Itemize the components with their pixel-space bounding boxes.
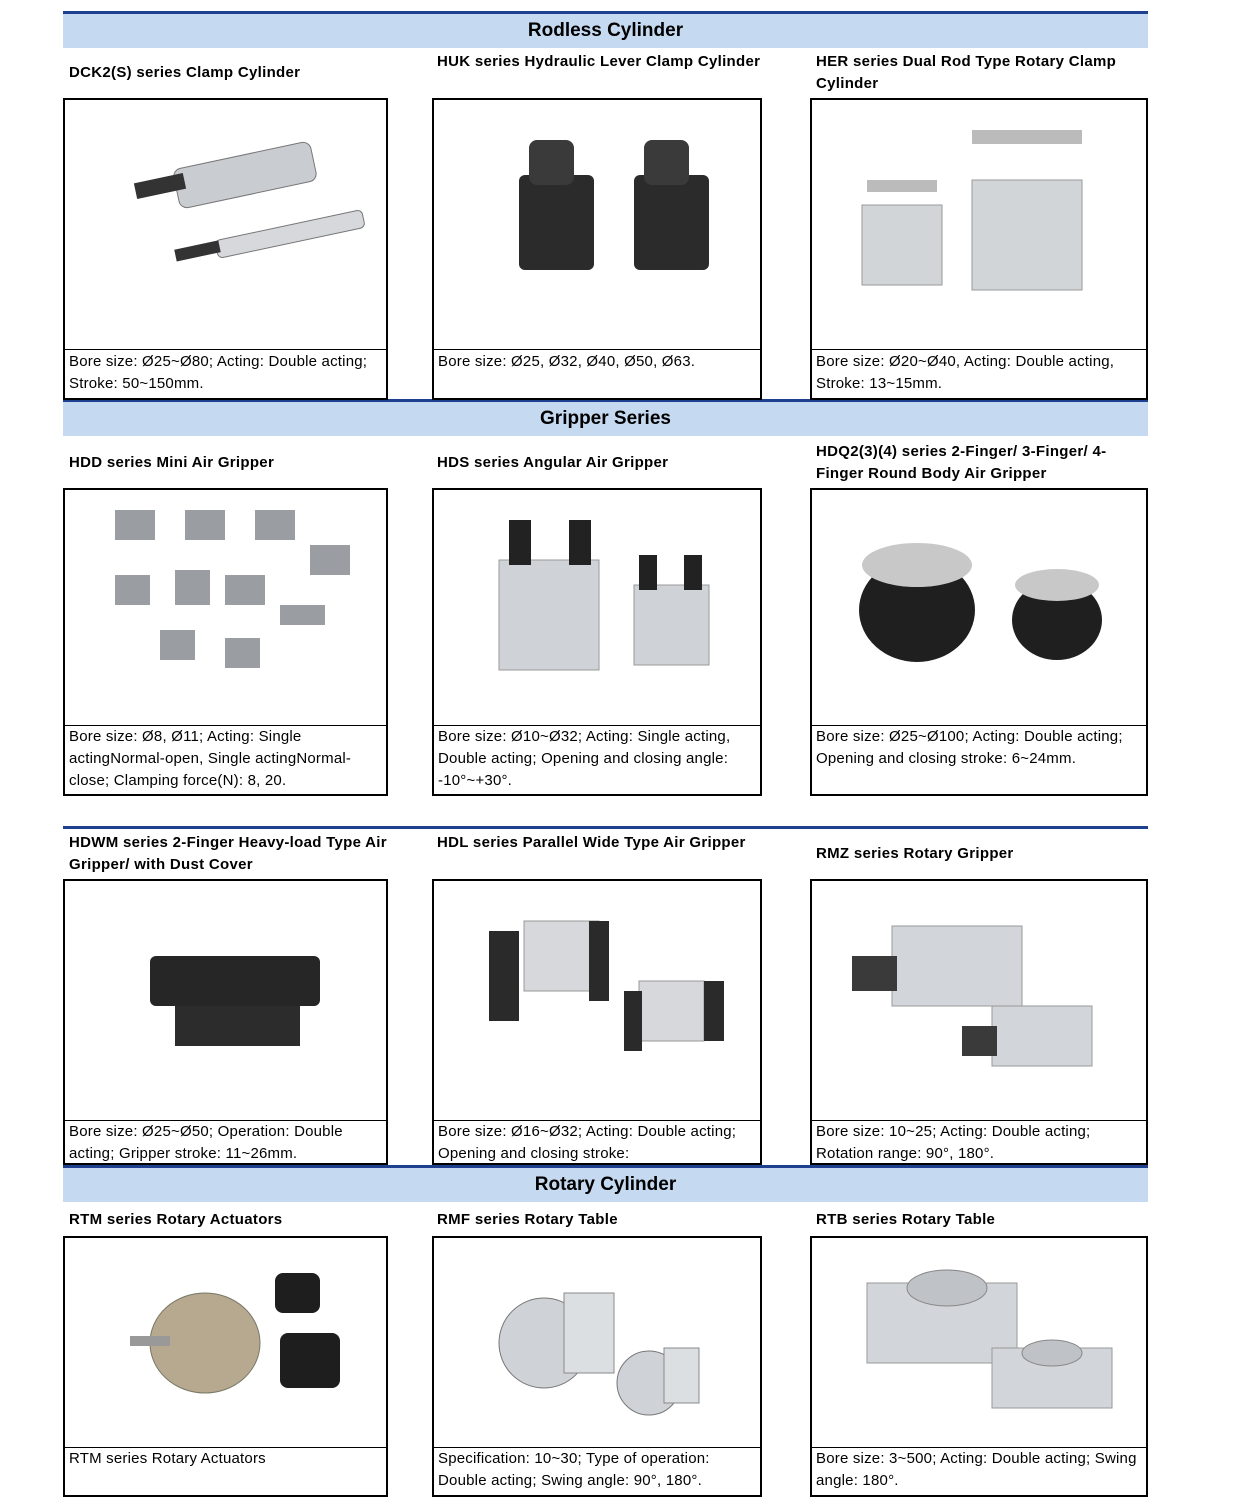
product-description: Bore size: 3~500; Acting: Double acting; Swing angle: 180°. (816, 1450, 1137, 1489)
product-image-rtb-rotary-table (812, 1238, 1146, 1447)
product-card (432, 1236, 762, 1497)
product-title: DCK2(S) series Clamp Cylinder (69, 64, 301, 81)
product-card (810, 98, 1148, 400)
product-description: RTM series Rotary Actuators (69, 1450, 266, 1467)
product-description: Bore size: Ø25~Ø100; Acting: Double acting; Opening and closing stroke: 6~24mm. (816, 728, 1123, 767)
product-title: HUK series Hydraulic Lever Clamp Cylinder (437, 53, 761, 70)
product-image-lever-clamp (434, 100, 760, 349)
product-title: RTM series Rotary Actuators (69, 1211, 283, 1228)
product-image-rotary-clamp (812, 100, 1146, 349)
product-title: RMZ series Rotary Gripper (816, 845, 1014, 862)
product-image-mini-gripper (65, 490, 386, 739)
product-card (63, 879, 388, 1165)
product-title: HDS series Angular Air Gripper (437, 454, 669, 471)
product-image-rmf-rotary-table (434, 1238, 760, 1447)
product-description: Specification: 10~30; Type of operation: Double acting; Swing angle: 90°, 180°. (438, 1450, 710, 1489)
product-description: Bore size: Ø16~Ø32; Acting: Double acting; Opening and closing stroke: (438, 1123, 737, 1162)
section-rule (63, 826, 1148, 829)
product-description: Bore size: Ø8, Ø11; Acting: Single actingNormal-open, Single actingNormal-close; Clamping force(N): 8, 20. (69, 728, 352, 789)
product-image-heavy-load-gripper (65, 881, 386, 1130)
product-title: HDQ2(3)(4) series 2-Finger/ 3-Finger/ 4-Finger Round Body Air Gripper (816, 443, 1107, 482)
product-description: Bore size: Ø10~Ø32; Acting: Single acting, Double acting; Opening and closing angle: -10°~+30°. (438, 728, 731, 789)
product-image-angular-gripper (434, 490, 760, 739)
section-header-rodless: Rodless Cylinder (63, 14, 1148, 48)
product-image-rotary-gripper (812, 881, 1146, 1130)
product-card (432, 488, 762, 796)
product-title: HDWM series 2-Finger Heavy-load Type Air Gripper/ with Dust Cover (69, 834, 387, 873)
product-description: Bore size: Ø25~Ø50; Operation: Double acting; Gripper stroke: 11~26mm. (69, 1123, 343, 1162)
product-image-parallel-gripper (434, 881, 760, 1130)
product-title: HDD series Mini Air Gripper (69, 454, 275, 471)
product-card (63, 98, 388, 400)
section-header-gripper: Gripper Series (63, 402, 1148, 436)
product-title: HDL series Parallel Wide Type Air Gripper (437, 834, 746, 851)
product-card (810, 879, 1148, 1165)
card-divider (434, 349, 760, 350)
product-title: HER series Dual Rod Type Rotary Clamp Cylinder (816, 53, 1117, 92)
product-description: Bore size: Ø25, Ø32, Ø40, Ø50, Ø63. (438, 353, 696, 370)
product-description: Bore size: Ø25~Ø80; Acting: Double acting; Stroke: 50~150mm. (69, 353, 368, 392)
product-card (432, 879, 762, 1165)
card-divider (65, 349, 386, 350)
product-title: RTB series Rotary Table (816, 1211, 996, 1228)
product-image-round-gripper (812, 490, 1146, 739)
product-card (810, 488, 1148, 796)
section-header-rotary: Rotary Cylinder (63, 1168, 1148, 1202)
product-title: RMF series Rotary Table (437, 1211, 618, 1228)
card-divider (812, 349, 1146, 350)
product-card (63, 488, 388, 796)
product-image-rotary-actuator (65, 1238, 386, 1447)
product-card (432, 98, 762, 400)
product-image-clamp-cylinder (65, 100, 386, 349)
product-description: Bore size: 10~25; Acting: Double acting; Rotation range: 90°, 180°. (816, 1123, 1091, 1162)
product-description: Bore size: Ø20~Ø40, Acting: Double acting, Stroke: 13~15mm. (816, 353, 1115, 392)
product-card (810, 1236, 1148, 1497)
product-card (63, 1236, 388, 1497)
